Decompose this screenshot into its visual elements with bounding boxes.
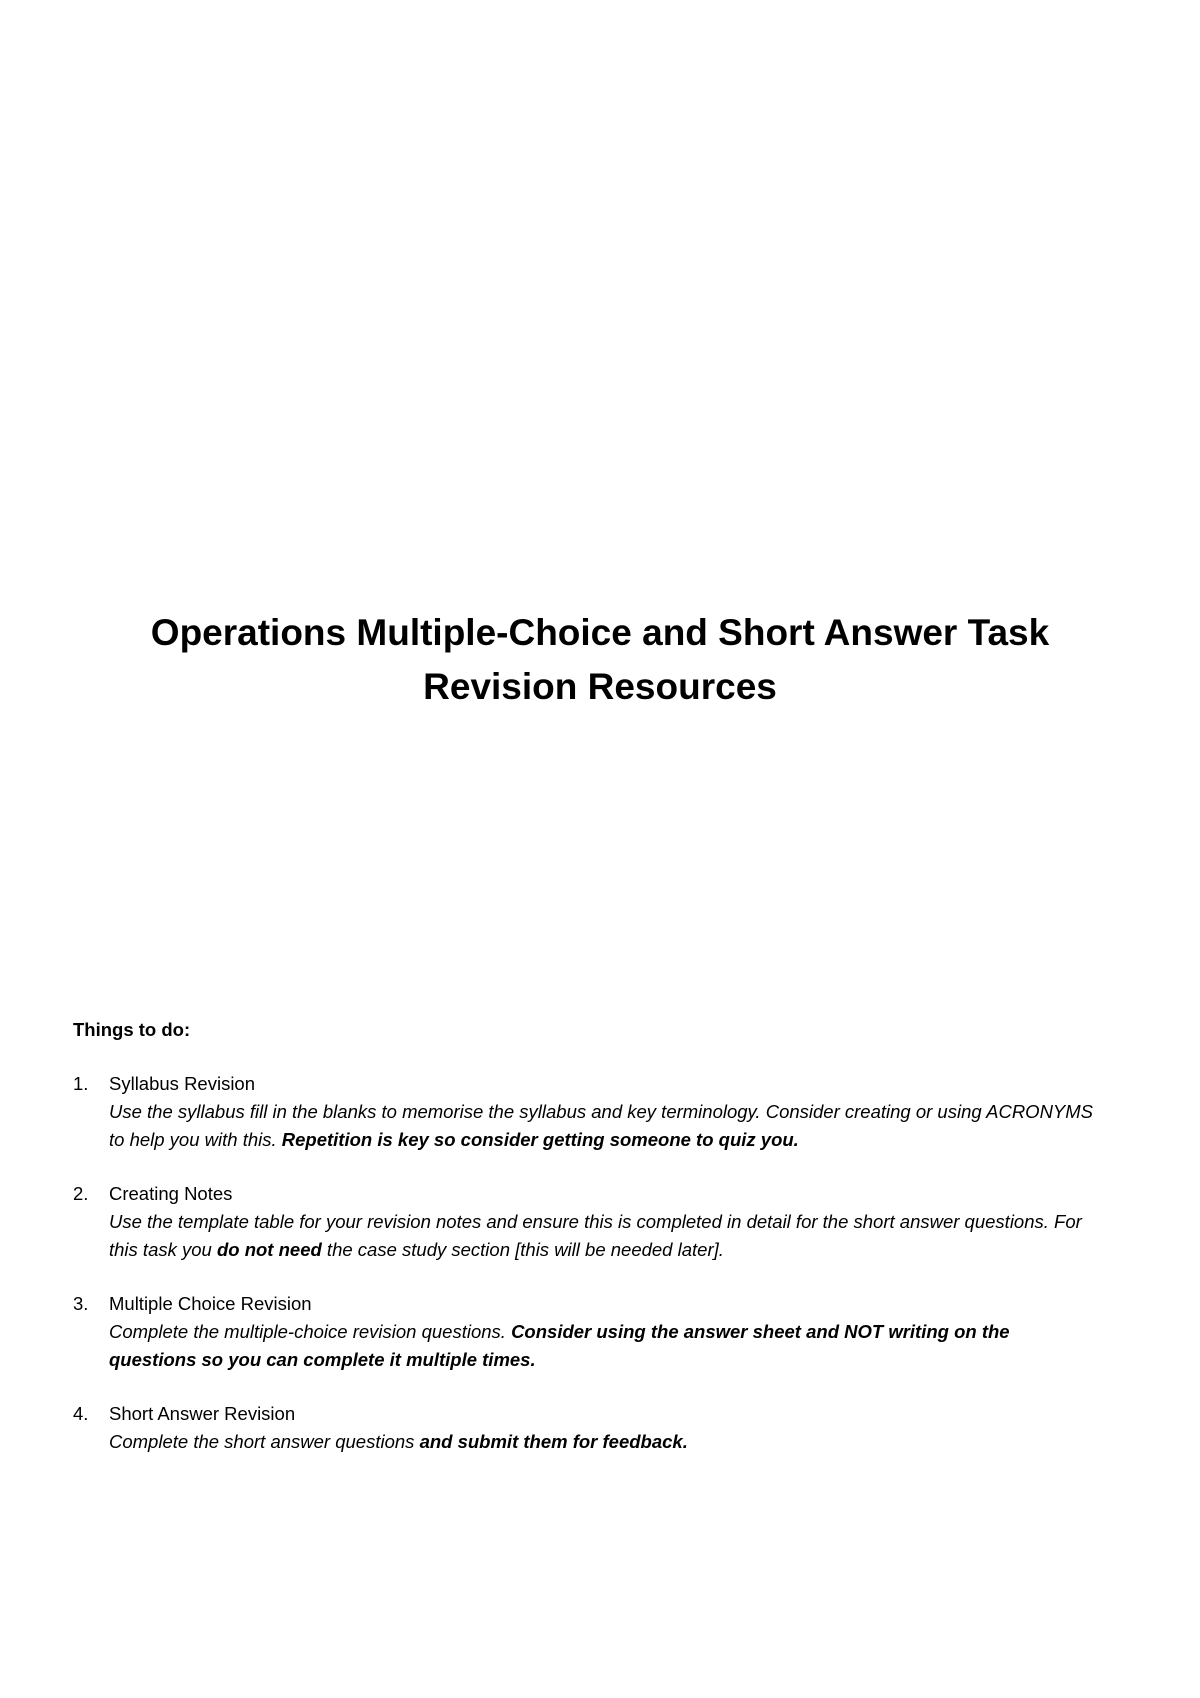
list-item-number: 3. [73,1293,89,1314]
list-item-title: Syllabus Revision [109,1073,256,1094]
list-item [73,1070,1093,1154]
todo-list [73,1070,1093,1456]
list-item-description [109,1428,1093,1456]
list-item-title: Short Answer Revision [109,1403,296,1424]
todo-section [73,1016,1093,1482]
list-item-description [109,1208,1093,1264]
title-line-2: Revision Resources [423,666,777,707]
description-text: Complete the multiple-choice revision questions. [109,1321,512,1342]
description-emphasis: Consider using the answer sheet and NOT writing on the questions so you can complete it multiple times. [109,1321,1010,1370]
list-item-description [109,1098,1093,1154]
list-item-number: 1. [73,1073,89,1094]
description-text-after: the case study section [this will be needed later]. [321,1239,724,1260]
description-emphasis: Repetition is key so consider getting someone to quiz you. [281,1129,799,1150]
list-item-title: Multiple Choice Revision [109,1293,312,1314]
list-item [73,1180,1093,1264]
list-item-title: Creating Notes [109,1183,233,1204]
description-emphasis: and submit them for feedback. [419,1431,688,1452]
title-line-1: Operations Multiple-Choice and Short Answer Task [150,612,1050,653]
list-item [73,1290,1093,1374]
list-item-number: 4. [73,1403,89,1424]
description-text: Use the template table for your revision notes and ensure this is completed in detail for the short answer questions. For this task you [109,1211,1082,1260]
description-emphasis: do not need [216,1239,322,1260]
list-item [73,1400,1093,1456]
document-title [0,606,1200,714]
description-text: Complete the short answer questions [109,1431,420,1452]
description-text: Use the syllabus fill in the blanks to memorise the syllabus and key terminology. Consider creating or using ACRONYMS to help you with this. [109,1101,1094,1150]
todo-heading: Things to do: [73,1019,191,1040]
list-item-description [109,1318,1093,1374]
list-item-number: 2. [73,1183,89,1204]
